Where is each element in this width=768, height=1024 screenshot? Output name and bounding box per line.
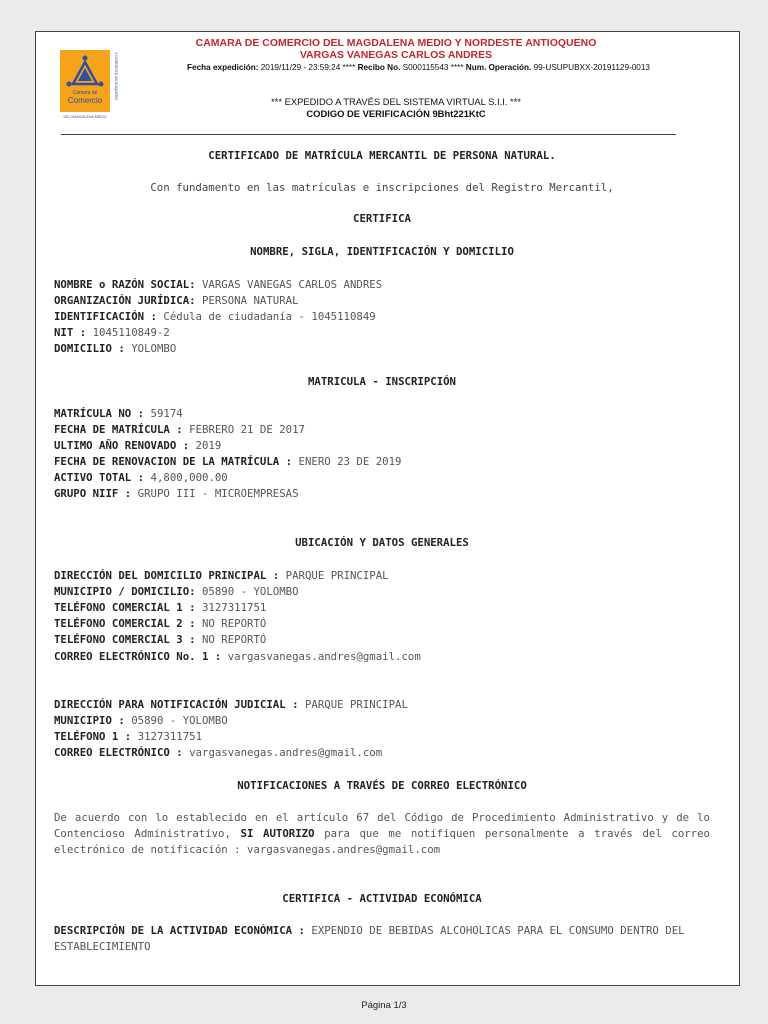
field-value: PERSONA NATURAL: [195, 294, 299, 307]
paragraph-text: para que me notifiquen personalmente a través del correo electrónico de notificación : vargasvanegas.andres@gmail.com: [54, 827, 710, 856]
logo-text-commerce: Comercio: [67, 96, 103, 105]
person-name: VARGAS VANEGAS CARLOS ANDRES: [299, 49, 493, 61]
recibo-value: S000115543: [402, 63, 449, 72]
field-key: IDENTIFICACIÓN :: [54, 310, 157, 323]
fundamento-text: Con fundamento en las matrículas e inscripciones del Registro Mercantil,: [150, 181, 614, 194]
field-value: PARQUE PRINCIPAL: [279, 569, 389, 582]
chamber-logo: [60, 50, 120, 128]
field-key: ORGANIZACIÓN JURÍDICA:: [54, 294, 196, 307]
field-correo-judicial: [54, 745, 710, 761]
document-title: CERTIFICADO DE MATRÍCULA MERCANTIL DE PERSONA NATURAL.: [208, 149, 556, 162]
field-ultimo-ano: [54, 438, 710, 454]
field-value: vargasvanegas.andres@gmail.com: [221, 650, 421, 663]
field-key: DIRECCIÓN PARA NOTIFICACIÓN JUDICIAL :: [54, 698, 299, 711]
logo-text-main: Cámara de: [72, 90, 98, 96]
field-grupo-niif: [54, 486, 710, 502]
meta-separator: ****: [342, 63, 356, 72]
field-value: 3127311751: [195, 601, 267, 614]
field-value: FEBRERO 21 DE 2017: [182, 423, 305, 436]
field-value: EXPENDIO DE BEBIDAS ALCOHOLICAS PARA EL CONSUMO DENTRO DEL ESTABLECIMIENTO: [54, 924, 685, 953]
field-key: CORREO ELECTRÓNICO No. 1 :: [54, 650, 222, 663]
field-key: DESCRIPCIÓN DE LA ACTIVIDAD ECONÓMICA :: [54, 924, 305, 937]
header-divider: [61, 134, 676, 135]
field-activo-total: [54, 470, 710, 486]
field-key: TELÉFONO 1 :: [54, 730, 132, 743]
field-value: 3127311751: [131, 730, 202, 743]
section-heading-actividad: CERTIFICA - ACTIVIDAD ECONÓMICA: [282, 892, 482, 905]
field-key: NIT :: [54, 326, 87, 339]
field-telefono-3: [54, 632, 710, 648]
field-key: GRUPO NIIF :: [54, 487, 132, 500]
field-organizacion: [54, 293, 710, 309]
notificaciones-paragraph: [54, 810, 710, 858]
section-heading-ubicacion: UBICACIÓN Y DATOS GENERALES: [295, 536, 469, 549]
logo-text-side: Y NORDESTE ANTIOQUEÑO: [114, 52, 118, 101]
section-heading-nombre: NOMBRE, SIGLA, IDENTIFICACIÓN Y DOMICILIO: [250, 245, 514, 258]
field-nombre: [54, 277, 710, 293]
logo-text-bottom: DEL MAGDALENA MEDIO: [63, 115, 107, 119]
field-key: NOMBRE o RAZÓN SOCIAL:: [54, 278, 196, 291]
field-municipio-judicial: [54, 713, 710, 729]
field-value: 2019: [189, 439, 222, 452]
meta-separator: ****: [450, 63, 464, 72]
section-heading-notificaciones: NOTIFICACIONES A TRAVÉS DE CORREO ELECTRÓNICO: [237, 779, 527, 792]
field-value: vargasvanegas.andres@gmail.com: [182, 746, 383, 759]
field-key: FECHA DE MATRÍCULA :: [54, 423, 183, 436]
field-value: YOLOMBO: [124, 342, 177, 355]
sii-line: *** EXPEDIDO A TRAVÉS DEL SISTEMA VIRTUAL S.I.I. ***: [271, 96, 521, 107]
recibo-label: Recibo No.: [357, 63, 401, 72]
field-telefono-1: [54, 600, 710, 616]
paragraph-text: De acuerdo con lo establecido en el artículo 67 del Código de Procedimiento Administrativo y de lo Contencioso Administrativo,: [54, 811, 710, 840]
certificate-page: [35, 31, 740, 986]
field-value: NO REPORTÓ: [195, 633, 267, 646]
field-value: NO REPORTÓ: [195, 617, 267, 630]
field-value: ENERO 23 DE 2019: [292, 455, 402, 468]
operacion-label: Num. Operación.: [465, 63, 532, 72]
field-key: TELÉFONO COMERCIAL 2 :: [54, 617, 196, 630]
field-matricula-no: [54, 406, 710, 422]
fecha-expedicion-label: Fecha expedición:: [187, 63, 259, 72]
issue-metadata: [136, 63, 701, 72]
field-value: 4,800,000.00: [144, 471, 228, 484]
paragraph-bold: SI AUTORIZO: [240, 827, 315, 840]
field-telefono-judicial: [54, 729, 710, 745]
fecha-expedicion-value: 2019/11/29 - 23:59:24: [260, 63, 341, 72]
chamber-name: CAMARA DE COMERCIO DEL MAGDALENA MEDIO Y NORDESTE ANTIOQUENO: [195, 37, 597, 49]
field-value: 05890 - YOLOMBO: [124, 714, 228, 727]
field-key: DOMICILIO :: [54, 342, 125, 355]
field-value: GRUPO III - MICROEMPRESAS: [131, 487, 299, 500]
field-value: 05890 - YOLOMBO: [195, 585, 299, 598]
field-key: ACTIVO TOTAL :: [54, 471, 145, 484]
page-header: [36, 32, 741, 132]
field-key: ULTIMO AÑO RENOVADO :: [54, 439, 190, 452]
field-direccion-judicial: [54, 697, 710, 713]
field-key: TELÉFONO COMERCIAL 3 :: [54, 633, 196, 646]
header-org: [136, 37, 656, 61]
field-value: PARQUE PRINCIPAL: [298, 698, 408, 711]
field-fecha-matricula: [54, 422, 710, 438]
page-number: Página 1/3: [361, 1000, 407, 1011]
field-correo-1: [54, 649, 710, 665]
field-municipio-domicilio: [54, 584, 710, 600]
actividad-paragraph: [54, 923, 710, 955]
certifica-heading: CERTIFICA: [353, 212, 411, 225]
field-nit: [54, 325, 710, 341]
field-domicilio: [54, 341, 710, 357]
field-key: MUNICIPIO :: [54, 714, 125, 727]
field-value: VARGAS VANEGAS CARLOS ANDRES: [195, 278, 383, 291]
field-value: 1045110849-2: [86, 326, 170, 339]
field-fecha-renovacion: [54, 454, 710, 470]
field-key: CORREO ELECTRÓNICO :: [54, 746, 183, 759]
operacion-value: 99-USUPUBXX-20191129-0013: [533, 63, 650, 72]
field-identificacion: [54, 309, 710, 325]
field-key: MUNICIPIO / DOMICILIO:: [54, 585, 196, 598]
field-value: Cédula de ciudadanía - 1045110849: [156, 310, 376, 323]
field-key: DIRECCIÓN DEL DOMICILIO PRINCIPAL :: [54, 569, 280, 582]
field-telefono-2: [54, 616, 710, 632]
field-key: TELÉFONO COMERCIAL 1 :: [54, 601, 196, 614]
field-key: MATRÍCULA NO :: [54, 407, 145, 420]
field-value: 59174: [144, 407, 183, 420]
field-key: FECHA DE RENOVACION DE LA MATRÍCULA :: [54, 455, 293, 468]
field-direccion-principal: [54, 568, 710, 584]
verification-block: [136, 96, 656, 120]
verification-code: CODIGO DE VERIFICACIÓN 9Bht221KtC: [306, 108, 486, 119]
section-heading-matricula: MATRICULA - INSCRIPCIÓN: [308, 375, 456, 388]
